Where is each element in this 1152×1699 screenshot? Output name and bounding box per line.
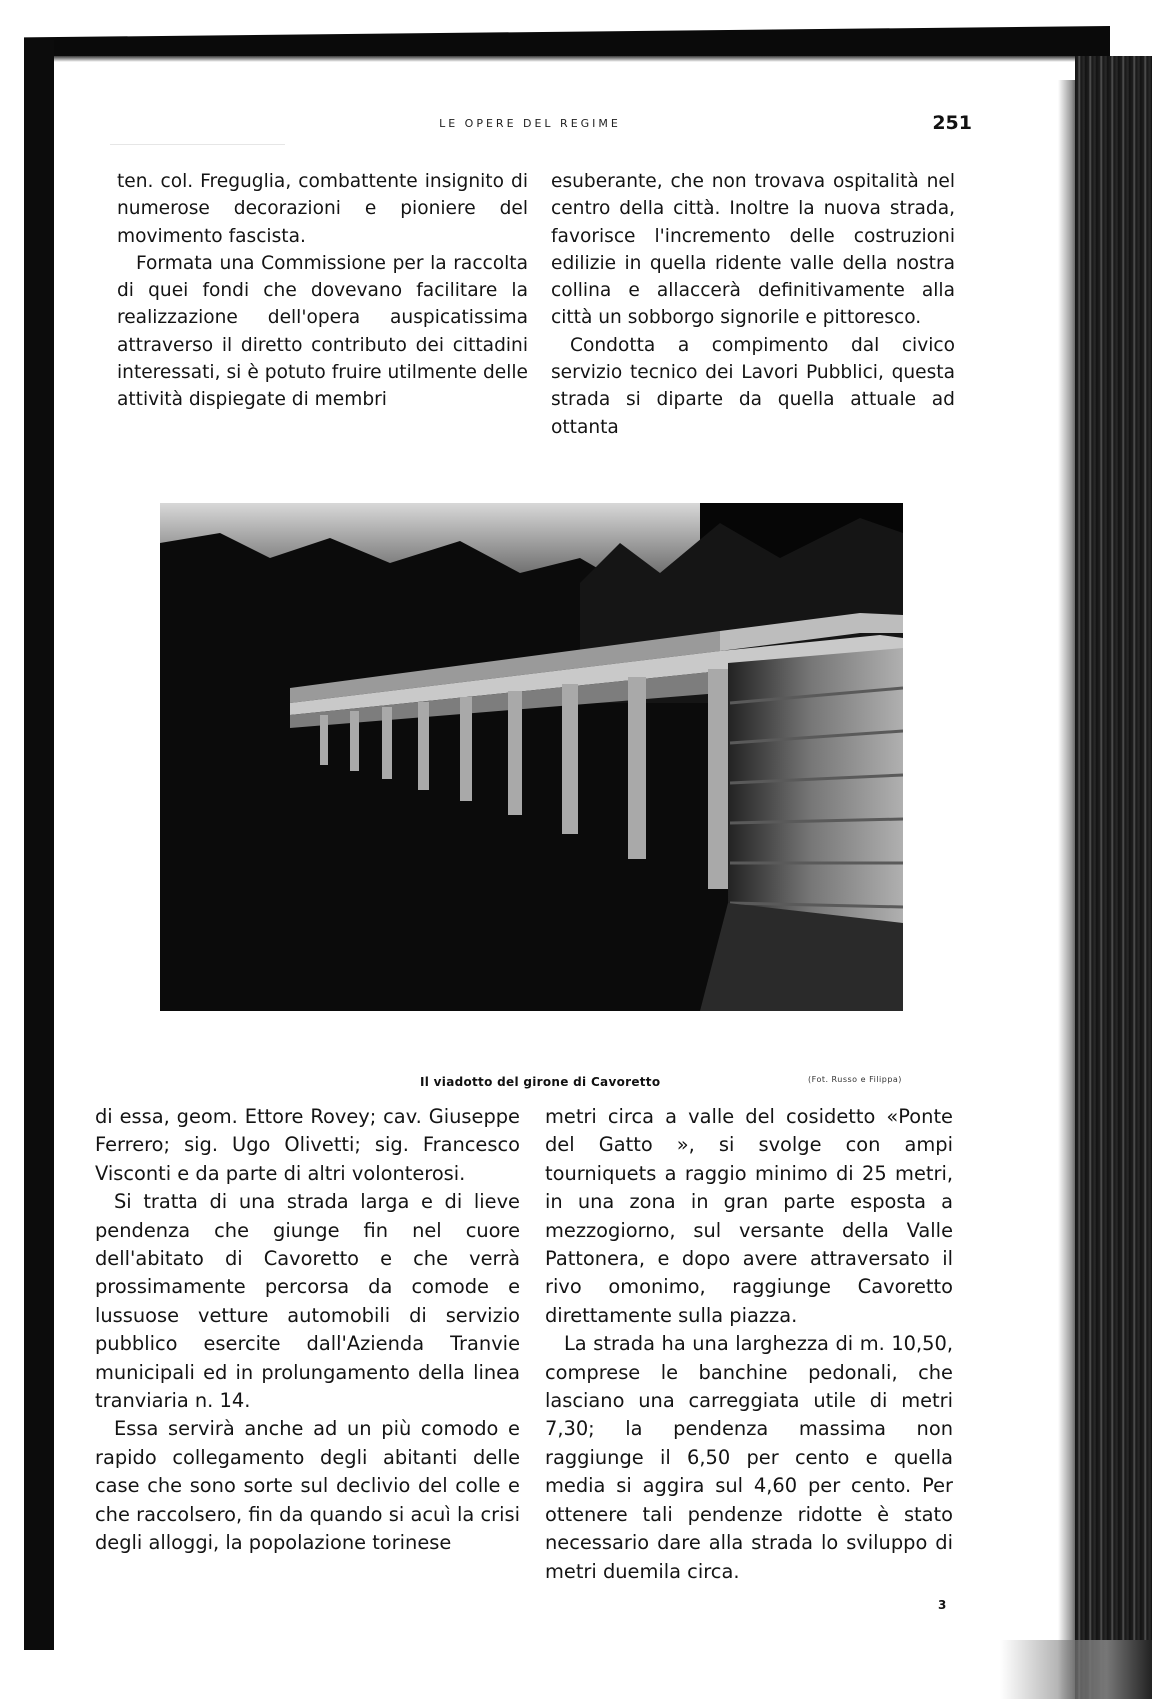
viaduct-photo-drawing [160,503,903,1011]
paragraph: Essa servirà anche ad un più comodo e rapido collegamento degli abitanti delle case che sono sorte sul declivio del colle e che raccolsero, fin da quando si acuì la crisi degli alloggi, la popolazione torinese [95,1417,520,1555]
viaduct-photograph [160,503,903,1011]
header-rule [110,144,285,145]
scan-top-border [24,26,1110,56]
column-left-bottom [95,1103,520,1558]
paragraph: La strada ha una larghezza di m. 10,50, comprese le banchine pedonali, che lasciano una carreggiata utile di metri 7,30; la pendenza massima non raggiunge il 6,50 per cento e quella media si aggira sul 4,60 per cento. Per ottenere tali pendenze ridotte è stato necessario dare alla strada lo sviluppo di metri duemila circa. [545,1332,953,1583]
scan-top-shadow [50,56,1090,62]
photo-caption: Il viadotto del girone di Cavoretto [420,1075,661,1089]
scan-bottom-shadow [1000,1640,1152,1699]
running-head: LE OPERE DEL REGIME [439,117,621,130]
paragraph: metri circa a valle del cosidetto «Ponte del Gatto », si svolge con ampi tourniquets a raggio minimo di 25 metri, in una zona in gran parte esposta a mezzogiorno, sul versante della Valle Pattonera, e dopo avere attraversato il rivo omonimo, raggiunge Cavoretto direttamente sulla piazza. [545,1105,953,1327]
column-left-top [117,168,528,414]
signature-mark: 3 [938,1598,947,1612]
paragraph: Formata una Commissione per la raccolta di quei fondi che dovevano facilitare la realizzazione dell'opera auspicatissima attraverso il diretto contributo dei cittadini interessati, si è potuto fruire utilmente delle attività dispiegate di membri [117,252,528,411]
column-right-bottom [545,1103,953,1586]
page-number: 251 [932,112,972,134]
scan-left-border [24,40,54,1650]
paragraph: Condotta a compimento dal civico servizio tecnico dei Lavori Pubblici, questa strada si diparte da quella attuale ad ottanta [551,334,955,438]
column-right-top [551,168,955,441]
photo-credit: (Fot. Russo e Filippa) [808,1075,902,1084]
paragraph: esuberante, che non trovava ospitalità nel centro della città. Inoltre la nuova strada, favorisce l'incremento delle costruzioni edilizie in quella ridente valle della nostra collina e allaccerà definitivamente alla città un sobborgo signorile e pittoresco. [551,171,955,329]
scan-right-page-edges [1075,56,1152,1699]
paragraph: ten. col. Freguglia, combattente insignito di numerose decorazioni e pioniere del movimento fascista. [117,171,528,247]
paragraph: di essa, geom. Ettore Rovey; cav. Giuseppe Ferrero; sig. Ugo Olivetti; sig. Francesco Visconti e da parte di altri volonterosi. [95,1105,520,1185]
paragraph: Si tratta di una strada larga e di lieve pendenza che giunge fin nel cuore dell'abitato di Cavoretto e che verrà prossimamente percorsa da comode e lussuose vetture automobili di servizio pubblico esercite dall'Azienda Tranvie municipali ed in prolungamento della linea tranviaria n. 14. [95,1190,520,1413]
